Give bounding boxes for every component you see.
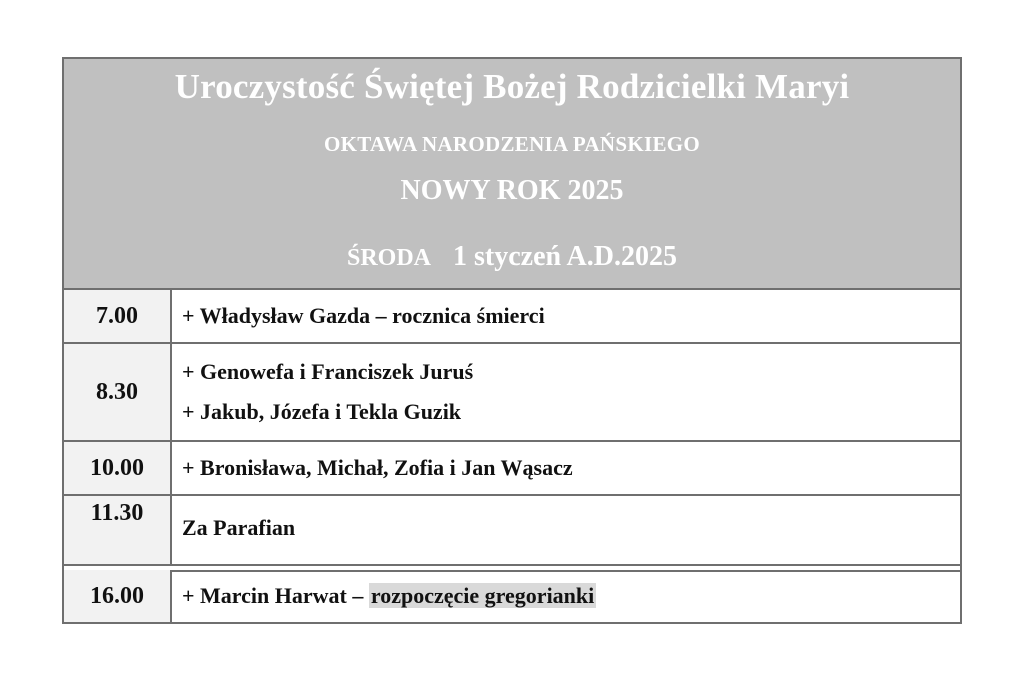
- date: 1 styczeń A.D.2025: [453, 241, 677, 272]
- mass-intention: [172, 290, 960, 342]
- intention-text: + Marcin Harwat –: [182, 583, 369, 608]
- mass-time: 7.00: [64, 290, 172, 342]
- highlighted-note: rozpoczęcie gregorianki: [370, 583, 595, 608]
- intention-line: + Bronisława, Michał, Zofia i Jan Wąsacz: [182, 455, 573, 480]
- intention-line: + Władysław Gazda – rocznica śmierci: [182, 303, 545, 328]
- weekday: ŚRODA: [347, 245, 432, 271]
- octave-subtitle: OKTAWA NARODZENIA PAŃSKIEGO: [323, 132, 701, 156]
- intention-line: + Jakub, Józefa i Tekla Guzik: [182, 399, 462, 424]
- feast-title: Uroczystość Świętej Bożej Rodzicielki Maryi: [174, 67, 850, 106]
- mass-intentions-table: [62, 57, 962, 624]
- table-row: [64, 496, 960, 566]
- mass-intention: [172, 570, 960, 622]
- table-row: [64, 290, 960, 344]
- table-row: [64, 566, 960, 622]
- table-header: [64, 59, 960, 290]
- new-year-label: NOWY ROK 2025: [400, 175, 624, 206]
- date-line: [64, 241, 960, 273]
- intention-line: [182, 576, 960, 616]
- mass-time: 16.00: [64, 570, 172, 622]
- mass-intention: [172, 442, 960, 494]
- intention-line: Za Parafian: [182, 515, 296, 540]
- mass-time: 8.30: [64, 344, 172, 440]
- table-row: [64, 344, 960, 442]
- table-row: [64, 442, 960, 496]
- mass-time: 11.30: [64, 496, 172, 564]
- intention-line: + Genowefa i Franciszek Juruś: [182, 359, 474, 384]
- mass-intention: [172, 344, 960, 440]
- mass-intention: [172, 496, 960, 564]
- mass-time: 10.00: [64, 442, 172, 494]
